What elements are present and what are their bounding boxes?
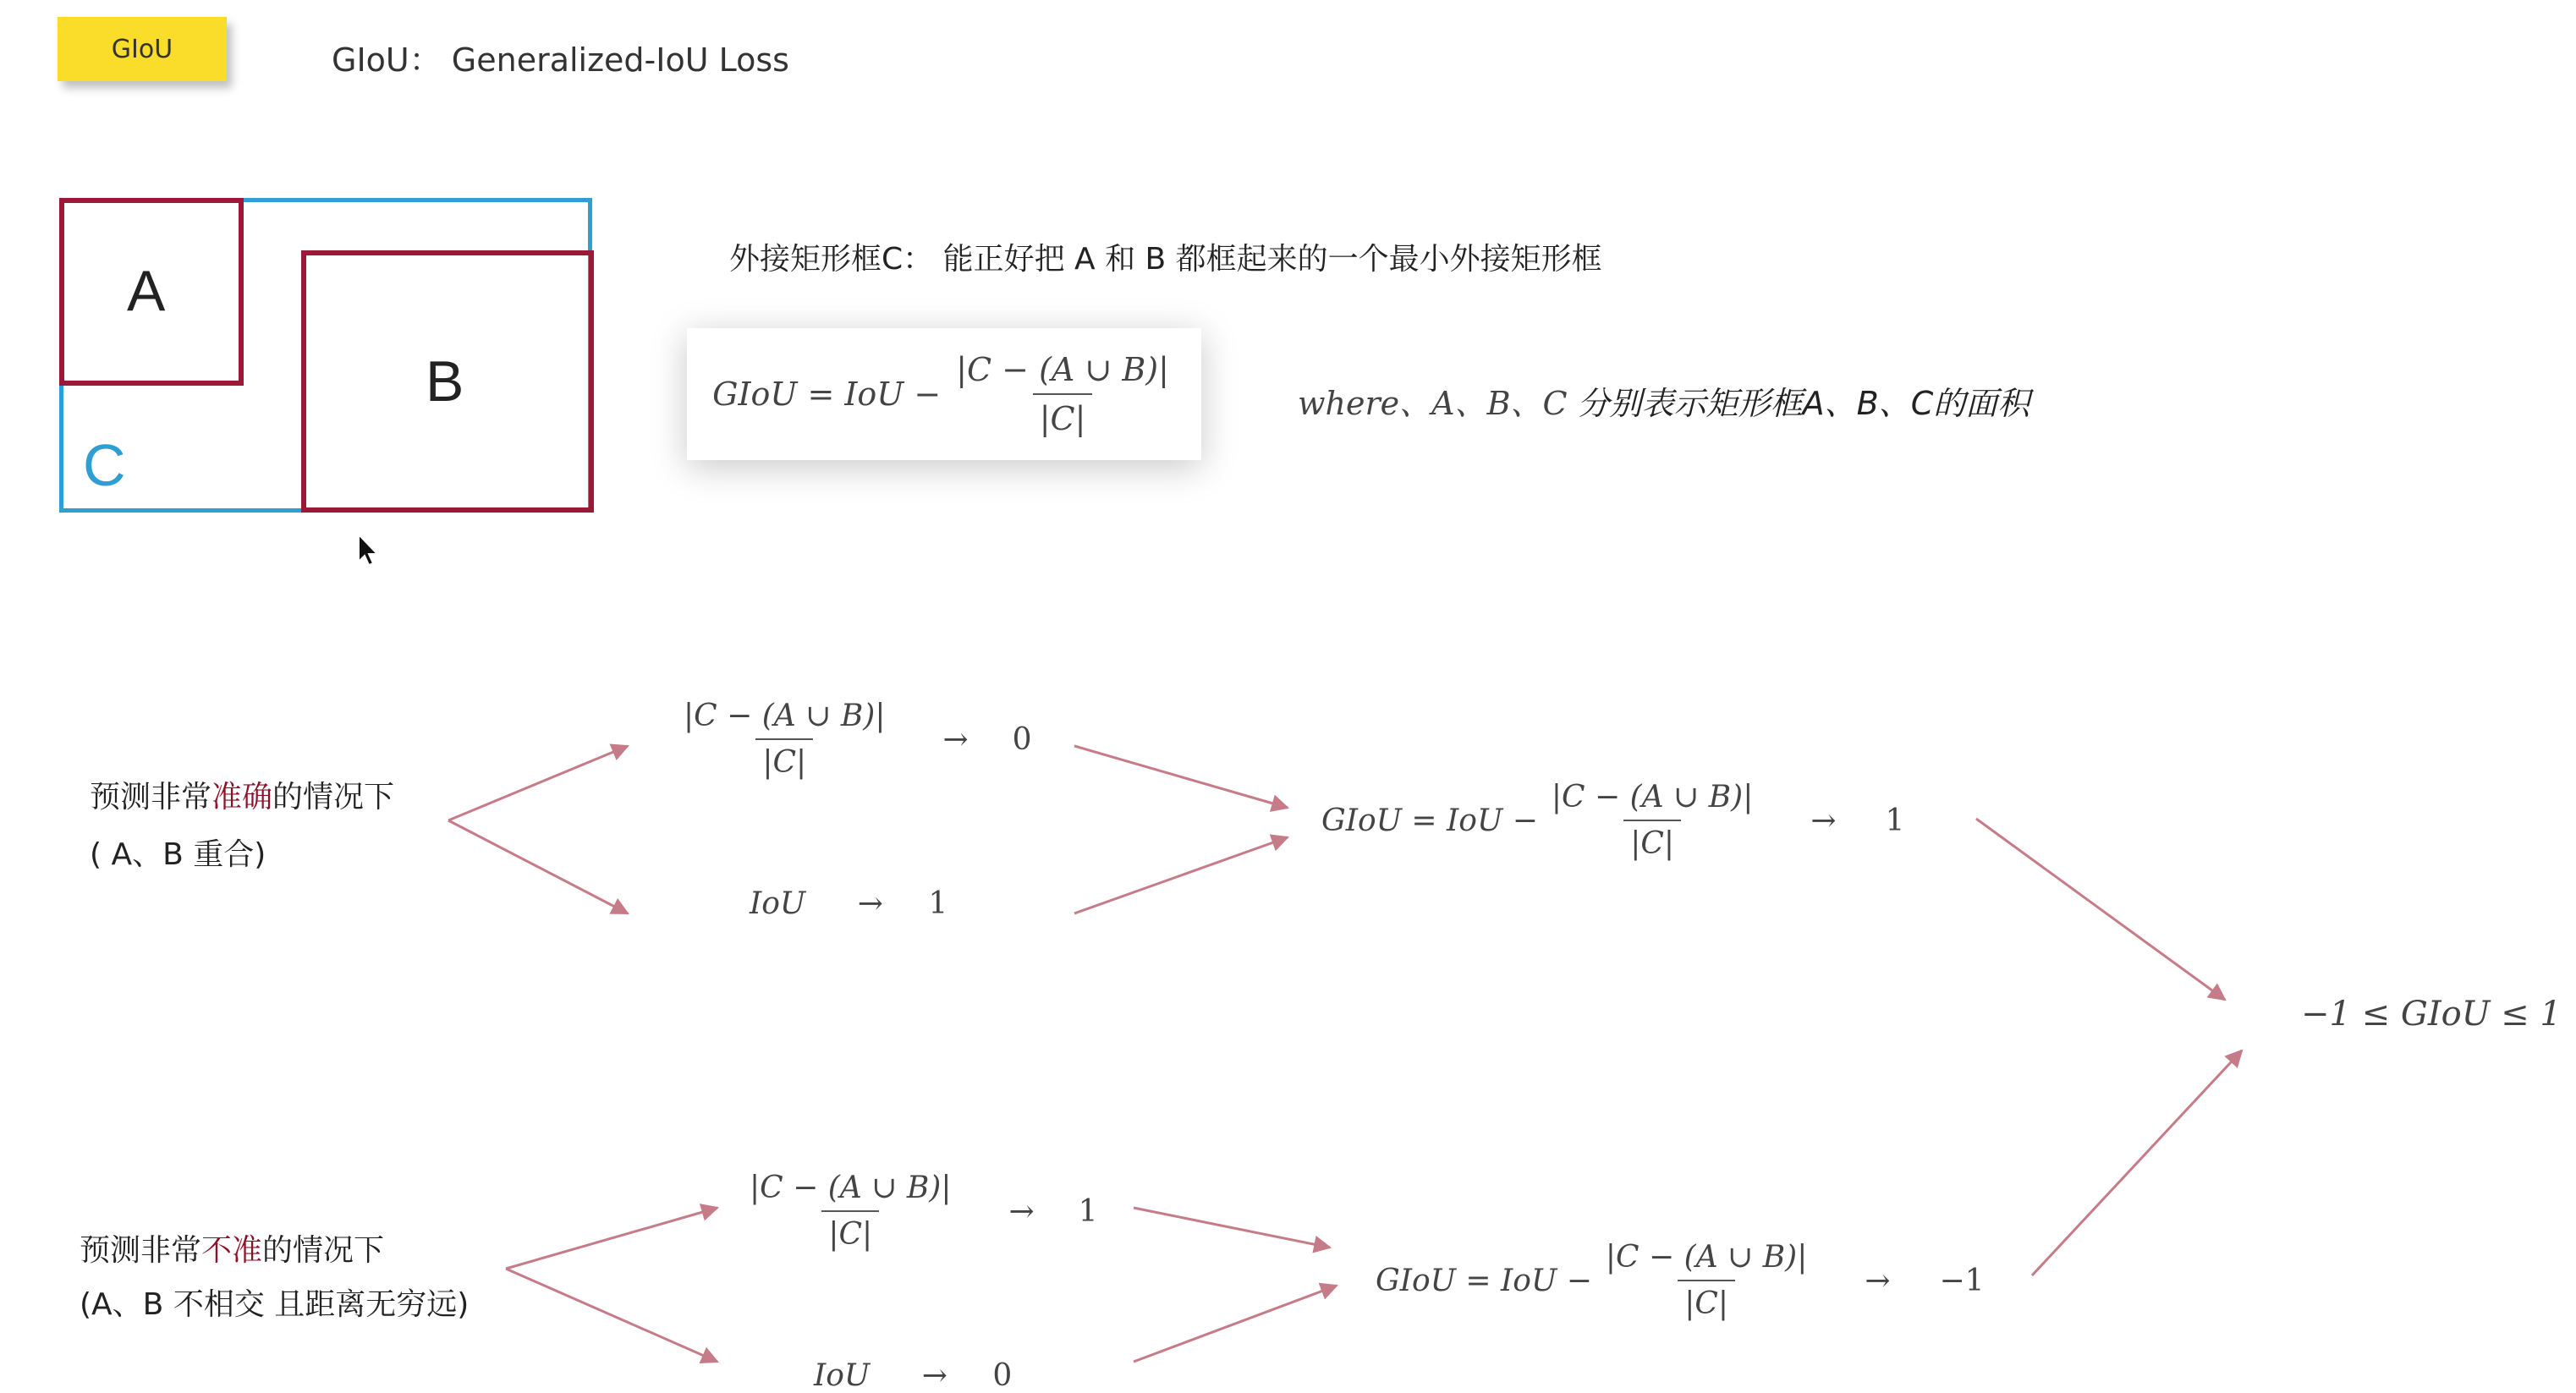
accurate-giou-term (1321, 780, 1904, 861)
inaccurate-iou-arrow: → (921, 1358, 947, 1393)
case-accurate-post: 的情况下 (272, 780, 395, 814)
box-a-label: A (127, 259, 166, 323)
accurate-giou-arrow: → (1810, 803, 1837, 838)
box-b-label: B (426, 349, 464, 414)
accurate-iou-limit: 1 (928, 886, 948, 921)
case-inaccurate-line1 (80, 1226, 384, 1270)
inaccurate-iou-limit: 0 (992, 1358, 1013, 1393)
arrow-ratio-to-giou-inaccurate (1134, 1208, 1330, 1248)
accurate-giou-lhs: GIoU = IoU − (1321, 803, 1538, 838)
accurate-giou-num: |C − (A ∪ B)| (1551, 780, 1754, 814)
case-inaccurate-pre: 预测非常 (80, 1233, 202, 1268)
case-accurate-line2: ( A、B 重合) (90, 837, 266, 872)
where-suffix: 分别表示矩形框A、B、C的面积 (1567, 385, 2030, 422)
inaccurate-giou-den: |C| (1678, 1280, 1735, 1321)
case-accurate-highlight: 准确 (211, 780, 273, 814)
arrow-inaccurate-iou (506, 1269, 717, 1362)
accurate-ratio-fraction (677, 699, 892, 780)
inaccurate-ratio-limit: 1 (1078, 1193, 1098, 1229)
formula-lhs: GIoU = IoU − (712, 376, 942, 413)
arrow-accurate-iou (448, 820, 628, 913)
case-accurate-pre: 预测非常 (90, 780, 212, 814)
box-c-label: C (83, 432, 126, 498)
formula-numerator: |C − (A ∪ B)| (956, 351, 1169, 388)
page-title: GIoU： Generalized-IoU Loss (332, 41, 789, 79)
case-accurate-line1 (90, 773, 394, 816)
accurate-ratio-limit: 0 (1012, 721, 1032, 757)
inaccurate-ratio-fraction (743, 1171, 958, 1252)
arrow-ratio-to-giou-accurate (1074, 746, 1288, 808)
case-inaccurate-line2: (A、B 不相交 且距离无穷远) (80, 1287, 470, 1322)
formula-denominator: |C| (1033, 393, 1093, 437)
inaccurate-giou-fraction (1599, 1240, 1814, 1321)
inaccurate-ratio-arrow: → (1008, 1193, 1035, 1229)
inaccurate-giou-lhs: GIoU = IoU − (1376, 1263, 1592, 1298)
accurate-iou-term (750, 886, 947, 921)
accurate-ratio-den: |C| (755, 738, 813, 780)
inaccurate-ratio-num: |C − (A ∪ B)| (750, 1171, 952, 1205)
inaccurate-giou-term (1376, 1240, 1985, 1321)
accurate-ratio-term (677, 699, 1032, 780)
inaccurate-ratio-term (743, 1171, 1098, 1252)
arrow-accurate-ratio (448, 746, 628, 820)
inaccurate-giou-num: |C − (A ∪ B)| (1605, 1240, 1808, 1275)
inaccurate-giou-arrow: → (1865, 1263, 1891, 1298)
inaccurate-iou-label: IoU (814, 1358, 871, 1393)
inaccurate-ratio-den: |C| (821, 1210, 879, 1252)
accurate-ratio-arrow: → (942, 721, 969, 757)
accurate-giou-den: |C| (1623, 820, 1681, 861)
accurate-ratio-num: |C − (A ∪ B)| (684, 699, 886, 733)
case-inaccurate-post: 的情况下 (262, 1233, 385, 1268)
arrow-giou-accurate-to-range (1976, 819, 2225, 1000)
accurate-giou-fraction (1545, 780, 1760, 861)
definition-text: 外接矩形框C： 能正好把 A 和 B 都框起来的一个最小外接矩形框 (729, 242, 1602, 277)
inaccurate-giou-limit: −1 (1939, 1263, 1985, 1298)
arrow-inaccurate-ratio (506, 1208, 717, 1269)
giou-range: −1 ≤ GIoU ≤ 1 (2301, 995, 2562, 1034)
arrow-iou-to-giou-inaccurate (1134, 1286, 1337, 1362)
accurate-iou-label: IoU (750, 886, 806, 921)
case-inaccurate-highlight: 不准 (201, 1233, 263, 1268)
arrow-giou-inaccurate-to-range (2032, 1050, 2242, 1275)
giou-tag-label: GIoU (111, 34, 173, 64)
arrow-iou-to-giou-accurate (1074, 837, 1288, 913)
accurate-iou-arrow: → (857, 886, 883, 921)
where-prefix: where、A、B、C (1298, 385, 1568, 422)
accurate-giou-limit: 1 (1885, 803, 1905, 838)
